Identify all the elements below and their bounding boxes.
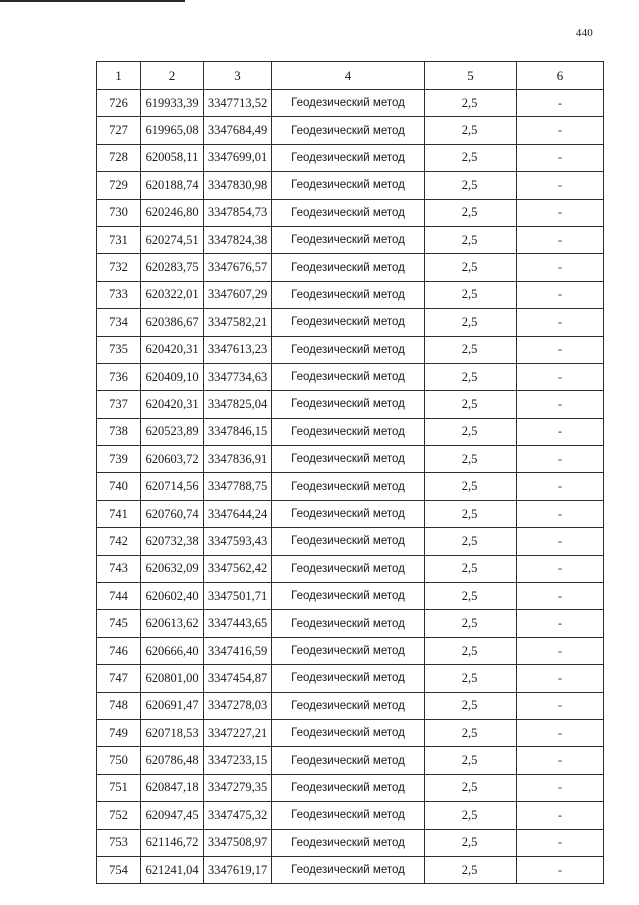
- point-number-cell: 730: [97, 199, 141, 226]
- note-cell: -: [517, 774, 604, 801]
- method-cell: Геодезический метод: [272, 500, 425, 527]
- method-cell: Геодезический метод: [272, 144, 425, 171]
- method-cell: Геодезический метод: [272, 747, 425, 774]
- coord-y-cell: 3347699,01: [204, 144, 272, 171]
- accuracy-cell: 2,5: [425, 226, 517, 253]
- coord-y-cell: 3347593,43: [204, 528, 272, 555]
- note-cell: -: [517, 747, 604, 774]
- point-number-cell: 750: [97, 747, 141, 774]
- point-number-cell: 753: [97, 829, 141, 856]
- note-cell: -: [517, 856, 604, 883]
- accuracy-cell: 2,5: [425, 363, 517, 390]
- point-number-cell: 729: [97, 172, 141, 199]
- note-cell: -: [517, 473, 604, 500]
- coord-x-cell: 620714,56: [141, 473, 204, 500]
- accuracy-cell: 2,5: [425, 829, 517, 856]
- point-number-cell: 727: [97, 117, 141, 144]
- note-cell: -: [517, 719, 604, 746]
- coord-x-cell: 620420,31: [141, 336, 204, 363]
- coord-x-cell: 620409,10: [141, 363, 204, 390]
- point-number-cell: 743: [97, 555, 141, 582]
- method-cell: Геодезический метод: [272, 90, 425, 117]
- coord-y-cell: 3347475,32: [204, 802, 272, 829]
- table-row: [97, 610, 604, 637]
- coord-x-cell: 621241,04: [141, 856, 204, 883]
- method-cell: Геодезический метод: [272, 719, 425, 746]
- coord-y-cell: 3347508,97: [204, 829, 272, 856]
- header-col-4: 4: [272, 62, 425, 90]
- table-header: [97, 62, 604, 90]
- note-cell: -: [517, 500, 604, 527]
- coord-x-cell: 620188,74: [141, 172, 204, 199]
- table-row: [97, 473, 604, 500]
- coord-x-cell: 620058,11: [141, 144, 204, 171]
- point-number-cell: 746: [97, 637, 141, 664]
- note-cell: -: [517, 637, 604, 664]
- accuracy-cell: 2,5: [425, 254, 517, 281]
- method-cell: Геодезический метод: [272, 665, 425, 692]
- coord-x-cell: 621146,72: [141, 829, 204, 856]
- accuracy-cell: 2,5: [425, 774, 517, 801]
- coordinates-table: [96, 61, 604, 884]
- note-cell: -: [517, 446, 604, 473]
- note-cell: -: [517, 363, 604, 390]
- method-cell: Геодезический метод: [272, 473, 425, 500]
- point-number-cell: 749: [97, 719, 141, 746]
- accuracy-cell: 2,5: [425, 802, 517, 829]
- note-cell: -: [517, 418, 604, 445]
- coord-x-cell: 620718,53: [141, 719, 204, 746]
- method-cell: Геодезический метод: [272, 555, 425, 582]
- accuracy-cell: 2,5: [425, 692, 517, 719]
- accuracy-cell: 2,5: [425, 856, 517, 883]
- accuracy-cell: 2,5: [425, 719, 517, 746]
- method-cell: Геодезический метод: [272, 418, 425, 445]
- coord-y-cell: 3347825,04: [204, 391, 272, 418]
- note-cell: -: [517, 254, 604, 281]
- coord-x-cell: 620691,47: [141, 692, 204, 719]
- coord-x-cell: 620947,45: [141, 802, 204, 829]
- accuracy-cell: 2,5: [425, 500, 517, 527]
- method-cell: Геодезический метод: [272, 637, 425, 664]
- table-row: [97, 747, 604, 774]
- accuracy-cell: 2,5: [425, 144, 517, 171]
- note-cell: -: [517, 802, 604, 829]
- point-number-cell: 731: [97, 226, 141, 253]
- method-cell: Геодезический метод: [272, 528, 425, 555]
- note-cell: -: [517, 610, 604, 637]
- page-number: 440: [575, 27, 593, 39]
- coord-x-cell: 620246,80: [141, 199, 204, 226]
- coord-x-cell: 620322,01: [141, 281, 204, 308]
- method-cell: Геодезический метод: [272, 610, 425, 637]
- coord-x-cell: 620786,48: [141, 747, 204, 774]
- coord-y-cell: 3347443,65: [204, 610, 272, 637]
- coord-y-cell: 3347734,63: [204, 363, 272, 390]
- accuracy-cell: 2,5: [425, 418, 517, 445]
- coord-x-cell: 620283,75: [141, 254, 204, 281]
- method-cell: Геодезический метод: [272, 583, 425, 610]
- accuracy-cell: 2,5: [425, 446, 517, 473]
- coord-y-cell: 3347824,38: [204, 226, 272, 253]
- table-row: [97, 528, 604, 555]
- table-row: [97, 336, 604, 363]
- point-number-cell: 739: [97, 446, 141, 473]
- coord-y-cell: 3347854,73: [204, 199, 272, 226]
- accuracy-cell: 2,5: [425, 610, 517, 637]
- method-cell: Геодезический метод: [272, 309, 425, 336]
- method-cell: Геодезический метод: [272, 117, 425, 144]
- point-number-cell: 738: [97, 418, 141, 445]
- accuracy-cell: 2,5: [425, 473, 517, 500]
- coord-y-cell: 3347501,71: [204, 583, 272, 610]
- note-cell: -: [517, 692, 604, 719]
- accuracy-cell: 2,5: [425, 199, 517, 226]
- method-cell: Геодезический метод: [272, 692, 425, 719]
- coord-y-cell: 3347607,29: [204, 281, 272, 308]
- table-row: [97, 774, 604, 801]
- coord-y-cell: 3347684,49: [204, 117, 272, 144]
- accuracy-cell: 2,5: [425, 391, 517, 418]
- accuracy-cell: 2,5: [425, 528, 517, 555]
- coord-x-cell: 620632,09: [141, 555, 204, 582]
- note-cell: -: [517, 665, 604, 692]
- note-cell: -: [517, 583, 604, 610]
- table-row: [97, 281, 604, 308]
- coord-y-cell: 3347278,03: [204, 692, 272, 719]
- coord-x-cell: 619965,08: [141, 117, 204, 144]
- coord-y-cell: 3347227,21: [204, 719, 272, 746]
- point-number-cell: 754: [97, 856, 141, 883]
- point-number-cell: 737: [97, 391, 141, 418]
- table-row: [97, 555, 604, 582]
- point-number-cell: 736: [97, 363, 141, 390]
- note-cell: -: [517, 829, 604, 856]
- header-col-6: 6: [517, 62, 604, 90]
- table-row: [97, 583, 604, 610]
- point-number-cell: 726: [97, 90, 141, 117]
- point-number-cell: 752: [97, 802, 141, 829]
- coord-x-cell: 620274,51: [141, 226, 204, 253]
- point-number-cell: 732: [97, 254, 141, 281]
- method-cell: Геодезический метод: [272, 199, 425, 226]
- point-number-cell: 748: [97, 692, 141, 719]
- note-cell: -: [517, 336, 604, 363]
- method-cell: Геодезический метод: [272, 226, 425, 253]
- table-row: [97, 199, 604, 226]
- note-cell: -: [517, 281, 604, 308]
- table-row: [97, 418, 604, 445]
- table-row: [97, 802, 604, 829]
- method-cell: Геодезический метод: [272, 391, 425, 418]
- point-number-cell: 744: [97, 583, 141, 610]
- table-row: [97, 637, 604, 664]
- table-row: [97, 90, 604, 117]
- coord-y-cell: 3347562,42: [204, 555, 272, 582]
- method-cell: Геодезический метод: [272, 281, 425, 308]
- point-number-cell: 742: [97, 528, 141, 555]
- accuracy-cell: 2,5: [425, 637, 517, 664]
- point-number-cell: 734: [97, 309, 141, 336]
- coord-x-cell: 620613,62: [141, 610, 204, 637]
- method-cell: Геодезический метод: [272, 856, 425, 883]
- accuracy-cell: 2,5: [425, 309, 517, 336]
- table-row: [97, 446, 604, 473]
- table-row: [97, 363, 604, 390]
- method-cell: Геодезический метод: [272, 446, 425, 473]
- coord-y-cell: 3347713,52: [204, 90, 272, 117]
- header-col-1: 1: [97, 62, 141, 90]
- table-row: [97, 829, 604, 856]
- table-row: [97, 856, 604, 883]
- table-row: [97, 391, 604, 418]
- accuracy-cell: 2,5: [425, 665, 517, 692]
- coord-x-cell: 620847,18: [141, 774, 204, 801]
- table-row: [97, 254, 604, 281]
- point-number-cell: 733: [97, 281, 141, 308]
- method-cell: Геодезический метод: [272, 336, 425, 363]
- point-number-cell: 728: [97, 144, 141, 171]
- coord-x-cell: 620760,74: [141, 500, 204, 527]
- coord-y-cell: 3347619,17: [204, 856, 272, 883]
- table-row: [97, 172, 604, 199]
- coord-x-cell: 620386,67: [141, 309, 204, 336]
- method-cell: Геодезический метод: [272, 802, 425, 829]
- accuracy-cell: 2,5: [425, 583, 517, 610]
- note-cell: -: [517, 117, 604, 144]
- table-row: [97, 665, 604, 692]
- coord-y-cell: 3347846,15: [204, 418, 272, 445]
- coord-x-cell: 620801,00: [141, 665, 204, 692]
- coord-y-cell: 3347836,91: [204, 446, 272, 473]
- header-col-5: 5: [425, 62, 517, 90]
- method-cell: Геодезический метод: [272, 254, 425, 281]
- accuracy-cell: 2,5: [425, 747, 517, 774]
- top-rule: [0, 0, 185, 2]
- table-row: [97, 500, 604, 527]
- coord-y-cell: 3347830,98: [204, 172, 272, 199]
- header-col-3: 3: [204, 62, 272, 90]
- coord-y-cell: 3347613,23: [204, 336, 272, 363]
- coord-x-cell: 620732,38: [141, 528, 204, 555]
- note-cell: -: [517, 555, 604, 582]
- point-number-cell: 751: [97, 774, 141, 801]
- method-cell: Геодезический метод: [272, 172, 425, 199]
- coord-y-cell: 3347676,57: [204, 254, 272, 281]
- point-number-cell: 747: [97, 665, 141, 692]
- accuracy-cell: 2,5: [425, 555, 517, 582]
- note-cell: -: [517, 528, 604, 555]
- point-number-cell: 745: [97, 610, 141, 637]
- header-col-2: 2: [141, 62, 204, 90]
- coord-y-cell: 3347644,24: [204, 500, 272, 527]
- coord-x-cell: 619933,39: [141, 90, 204, 117]
- accuracy-cell: 2,5: [425, 90, 517, 117]
- note-cell: -: [517, 90, 604, 117]
- coord-x-cell: 620666,40: [141, 637, 204, 664]
- point-number-cell: 735: [97, 336, 141, 363]
- table-row: [97, 117, 604, 144]
- accuracy-cell: 2,5: [425, 336, 517, 363]
- method-cell: Геодезический метод: [272, 774, 425, 801]
- header-row: [97, 62, 604, 90]
- point-number-cell: 740: [97, 473, 141, 500]
- coord-y-cell: 3347279,35: [204, 774, 272, 801]
- coord-y-cell: 3347582,21: [204, 309, 272, 336]
- table-row: [97, 144, 604, 171]
- coord-y-cell: 3347416,59: [204, 637, 272, 664]
- table-body: [97, 90, 604, 884]
- accuracy-cell: 2,5: [425, 172, 517, 199]
- coord-y-cell: 3347788,75: [204, 473, 272, 500]
- coord-x-cell: 620602,40: [141, 583, 204, 610]
- note-cell: -: [517, 391, 604, 418]
- coord-x-cell: 620523,89: [141, 418, 204, 445]
- coord-x-cell: 620603,72: [141, 446, 204, 473]
- accuracy-cell: 2,5: [425, 117, 517, 144]
- table-row: [97, 692, 604, 719]
- note-cell: -: [517, 309, 604, 336]
- point-number-cell: 741: [97, 500, 141, 527]
- method-cell: Геодезический метод: [272, 829, 425, 856]
- table-row: [97, 226, 604, 253]
- note-cell: -: [517, 226, 604, 253]
- note-cell: -: [517, 144, 604, 171]
- coord-x-cell: 620420,31: [141, 391, 204, 418]
- table-row: [97, 719, 604, 746]
- note-cell: -: [517, 172, 604, 199]
- coord-y-cell: 3347454,87: [204, 665, 272, 692]
- note-cell: -: [517, 199, 604, 226]
- table-row: [97, 309, 604, 336]
- coord-y-cell: 3347233,15: [204, 747, 272, 774]
- method-cell: Геодезический метод: [272, 363, 425, 390]
- accuracy-cell: 2,5: [425, 281, 517, 308]
